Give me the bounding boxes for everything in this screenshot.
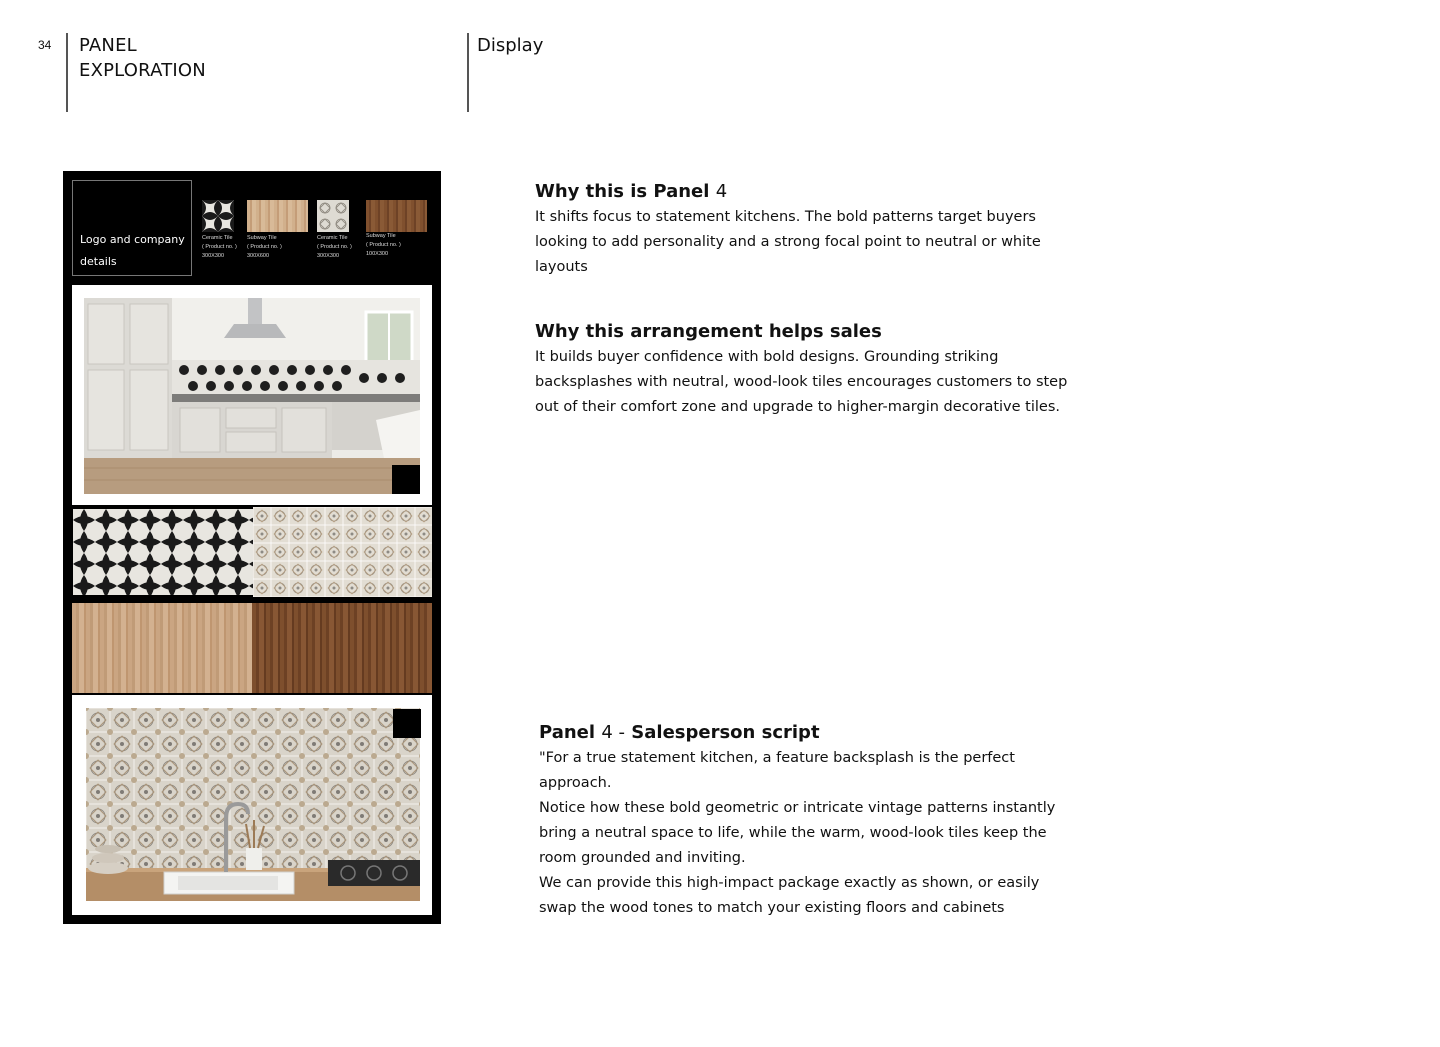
why-panel-body: It shifts focus to statement kitchens. The bold patterns target buyers looking to add personality and a strong focal point to neutral or white layouts <box>535 209 1041 275</box>
display-panel <box>63 171 441 924</box>
script-heading-title: Salesperson script <box>631 722 820 743</box>
swatch-label-4: Subway Tile ( Product no. ) 100X300 <box>366 233 401 257</box>
tile-vintage-sample <box>253 507 432 597</box>
why-panel-section <box>535 179 1095 280</box>
corner-marker <box>393 709 421 738</box>
swatch-label-3: Ceramic Tile ( Product no. ) 300X300 <box>317 235 352 259</box>
why-arrangement-body: It builds buyer confidence with bold designs. Grounding striking backsplashes with neutral, wood-look tiles encourages customers to step out of their comfort zone and upgrade to higher-margin decorative tiles. <box>535 349 1068 415</box>
swatch-subway-light-wood <box>247 200 308 232</box>
header-divider-right <box>467 33 469 112</box>
header-divider-left <box>66 33 68 112</box>
wood-dark-sample <box>252 603 432 693</box>
why-panel-heading-bold: Why this is Panel <box>535 181 710 202</box>
script-body: "For a true statement kitchen, a feature backsplash is the perfect approach. Notice how these bold geometric or intricate vintage patterns instantly bring a neutral space to life, while the warm, wood-look tiles keep the room grounded and inviting. We can provide this high-impact package exactly as shown, or easily swap the wood tones to match your existing floors and cabinets <box>539 750 1056 916</box>
why-panel-heading <box>535 179 1095 205</box>
swatch-label-2: Subway Tile ( Product no. ) 300X600 <box>247 235 282 259</box>
section-subtitle: Display <box>477 35 544 56</box>
swatch-label-1: Ceramic Tile ( Product no. ) 300X300 <box>202 235 237 259</box>
salesperson-script-section <box>539 720 1099 921</box>
section-title-line-2: EXPLORATION <box>79 60 206 81</box>
script-heading-panel: Panel <box>539 722 596 743</box>
tile-geometric-sample <box>73 509 253 595</box>
logo-placeholder: Logo and company details <box>72 180 192 276</box>
backsplash-photo <box>86 708 420 901</box>
corner-marker <box>392 465 420 494</box>
kitchen-photo <box>84 298 420 494</box>
wood-light-sample <box>72 603 252 693</box>
script-heading-number: 4 - <box>601 722 626 743</box>
why-arrangement-heading: Why this arrangement helps sales <box>535 321 882 342</box>
section-title-line-1: PANEL <box>79 35 137 56</box>
backsplash-photo-frame <box>72 695 432 915</box>
kitchen-photo-frame <box>72 285 432 505</box>
why-panel-heading-number: 4 <box>715 181 728 202</box>
page-number: 34 <box>38 38 52 52</box>
swatch-ceramic-vintage <box>317 200 349 232</box>
swatch-ceramic-geometric <box>202 200 234 232</box>
why-arrangement-section <box>535 319 1095 420</box>
section-title <box>79 33 206 83</box>
script-heading <box>539 720 1099 746</box>
swatch-subway-dark-wood <box>366 200 427 232</box>
